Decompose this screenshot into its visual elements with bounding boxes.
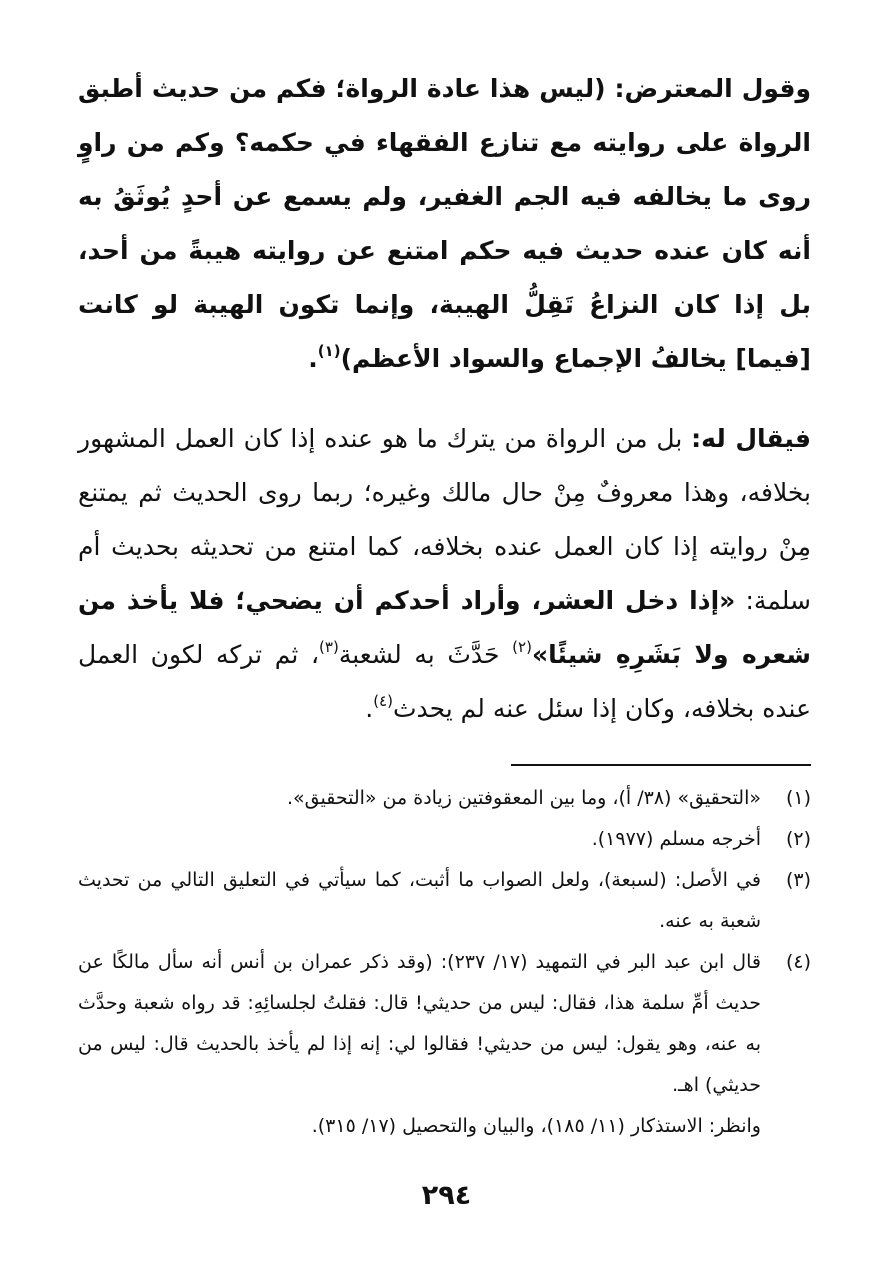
footnote-see-also: وانظر: الاستذكار (١١/ ١٨٥)، والبيان والتحصيل (١٧/ ٣١٥). — [311, 1115, 761, 1137]
paragraph-2-text-3: ، ثم تركه لكون العمل عنده بخلافه، وكان إذا سئل عنه لم يحدث — [78, 640, 811, 723]
footnote-ref-2: (٢) — [512, 637, 532, 656]
paragraph-2-text-2: حَدَّثَ به لشعبة — [338, 640, 513, 669]
footnote-text: قال ابن عبد البر في التمهيد (١٧/ ٢٣٧): (وقد ذكر عمران بن أنس أنه سأل مالكًا عن حديث أمِّ سلمة هذا، فقال: ليس من حديثي! قال: فقلتُ لجلسائِهِ: قد رواه شعبة وحدَّث به عنه، وهو يقول: ليس من حديثي! فقالوا لي: إنه إذا لم يأخذ بالحديث قال: ليس من حديثي) اهـ. — [78, 951, 761, 1096]
footnote-ref-1: (١) — [317, 341, 341, 360]
paragraph-1-text: وقول المعترض: (ليس هذا عادة الرواة؛ فكم من حديث أطبق الرواة على روايته مع تنازع الفقهاء في حكمه؟ وكم من راوٍ روى ما يخالفه فيه الجم الغفير، ولم يسمع عن أحدٍ يُوثَقُ به أنه كان عنده حديث فيه حكم امتنع عن روايته هيبةً من أحد، بل إذا كان النزاعُ تَقِلُّ الهيبة، وإنما تكون الهيبة لو كانت [فيما] يخالفُ الإجماع والسواد الأعظم) — [78, 74, 811, 373]
paragraph-2 — [78, 412, 811, 736]
footnote-number: (٢) — [785, 828, 811, 850]
paragraph-2-lead: فيقال له: — [691, 424, 811, 453]
footnote-number: (١) — [785, 787, 811, 809]
footnote-number: (٤) — [785, 951, 811, 973]
paragraph-1-end: . — [308, 344, 318, 373]
footnote-2 — [78, 819, 811, 860]
footnote-separator — [511, 764, 811, 766]
footnote-number: (٣) — [785, 869, 811, 891]
paragraph-1 — [78, 62, 811, 386]
paragraph-2-text-1: بل من الرواة من يترك ما هو عنده إذا كان العمل المشهور بخلافه، وهذا معروفٌ مِنْ حال مالك وغيره؛ ربما روى الحديث ثم يمتنع مِنْ روايته إذا كان العمل عنده بخلافه، كما امتنع من تحديثه بحديث أم سلمة: — [78, 424, 811, 615]
footnote-1 — [78, 778, 811, 819]
main-text — [78, 62, 811, 736]
footnote-ref-4: (٤) — [373, 691, 393, 710]
footnote-3 — [78, 860, 811, 942]
paragraph-2-end: . — [365, 694, 374, 723]
footnote-ref-3: (٣) — [319, 637, 339, 656]
footnote-text: أخرجه مسلم (١٩٧٧). — [591, 828, 761, 850]
footnote-text: «التحقيق» (٣٨/ أ)، وما بين المعقوفتين زيادة من «التحقيق». — [286, 787, 761, 809]
footnotes — [78, 778, 811, 1147]
footnote-body — [78, 942, 761, 1147]
page-number: ٢٩٤ — [421, 1180, 472, 1211]
footnote-text: في الأصل: (لسبعة)، ولعل الصواب ما أثبت، كما سيأتي في التعليق التالي من تحديث شعبة به عنه. — [78, 869, 761, 932]
hadith-quote: «إذا دخل العشر، وأراد أحدكم أن يضحي؛ فلا يأخذ من شعره ولا بَشَرِهِ شيئًا» — [78, 586, 811, 669]
footnote-4 — [78, 942, 811, 1147]
